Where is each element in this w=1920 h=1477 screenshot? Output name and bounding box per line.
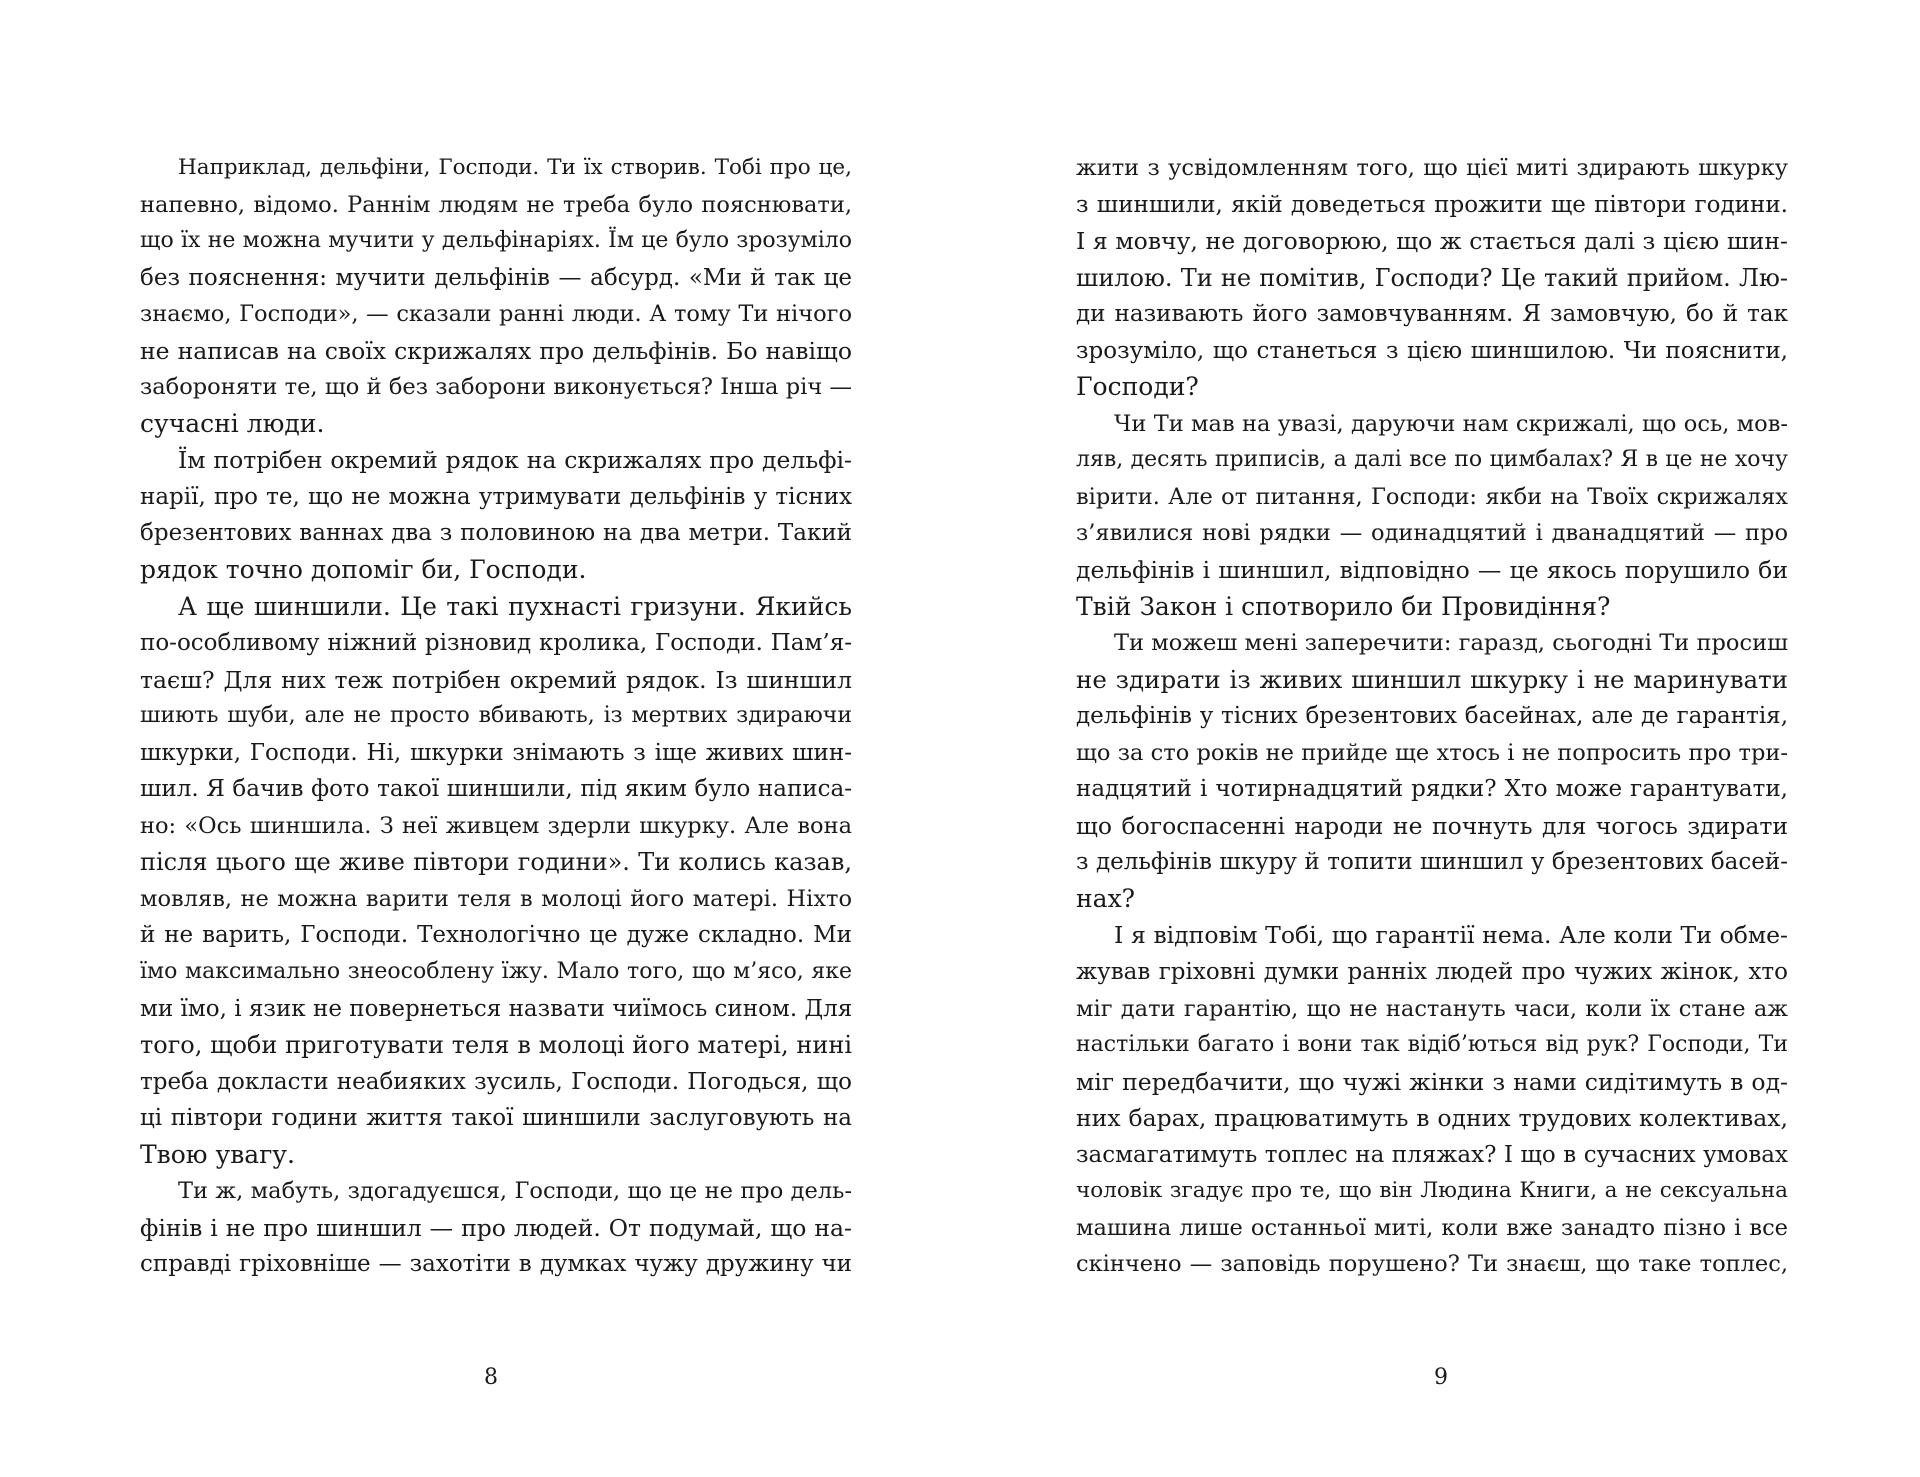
text-line: мовляв, не можна варити теля в молоці його матері. Ніхто <box>140 885 852 912</box>
text-line: І я мовчу, не договорюю, що ж стається далі з цією шин- <box>1076 227 1788 256</box>
text-line: шилою. Ти не помітив, Господи? Це такий прийом. Лю- <box>1076 263 1788 292</box>
text-line: ми їмо, і язик не повернеться назвати чиїмось сином. Для <box>140 995 853 1022</box>
text-line: чоловік згадує про те, що він Людина Книги, а не сексуальна <box>1076 1178 1788 1204</box>
text-line: фінів і не про шиншил — про людей. От подумай, що на- <box>140 1213 852 1242</box>
text-line: скінчено — заповідь порушено? Ти знаєш, що таке топлес, <box>1076 1251 1788 1278</box>
text-line: по-особливому ніжний різновид кролика, Господи. Пам’я- <box>140 630 852 657</box>
text-line: ляв, десять приписів, а далі все по цимбалах? Я в це не хочу <box>1076 447 1788 473</box>
text-line: нах? <box>1076 883 1136 913</box>
text-line: жував гріховні думки ранніх людей про чужих жінок, хто <box>1076 959 1788 986</box>
text-line: Твій Закон і спотворило би Провидіння? <box>1076 591 1611 621</box>
text-line: І я відповім Тобі, що гарантії нема. Але коли Ти обме- <box>1114 921 1788 950</box>
text-line: Їм потрібен окремий рядок на скрижалях про дельфі- <box>178 446 852 475</box>
text-line: но: «Ось шиншила. З неї живцем здерли шкурку. Але вона <box>140 812 852 839</box>
text-line: після цього ще живе півтори години». Ти колись казав, <box>140 848 852 877</box>
text-line: що їх не можна мучити у дельфінаріях. Їм це було зрозуміло <box>140 228 852 254</box>
text-line: рядок точно допоміг би, Господи. <box>140 555 587 585</box>
right-page-text <box>1076 150 1788 1283</box>
text-line: ди називають його замовчуванням. Я замовчую, бо й так <box>1076 301 1788 328</box>
text-line: не здирати із живих шиншил шкурку і не маринувати <box>1076 664 1788 694</box>
text-line: Твою увагу. <box>140 1139 295 1169</box>
text-line: що за сто років не прийде ще хтось і не попросить про три- <box>1076 739 1788 766</box>
text-line: їмо максимально знеособлену їжу. Мало того, що м’ясо, яке <box>140 959 852 985</box>
text-line: знаємо, Господи», — сказали ранні люди. А тому Ти нічого <box>140 301 852 328</box>
text-line: Ти можеш мені заперечити: гаразд, сьогодні Ти просиш <box>1114 630 1788 657</box>
text-line: машина лише останньої миті, коли вже занадто пізно і все <box>1076 1214 1788 1241</box>
text-line: справді гріховніше — захотіти в думках чужу дружину чи <box>140 1251 852 1278</box>
left-page-number: 8 <box>484 1365 498 1390</box>
text-line: сучасні люди. <box>140 408 325 438</box>
text-line: міг дати гарантію, що не настануть часи, коли їх стане аж <box>1076 995 1788 1022</box>
text-line: що богоспасенні народи не почнуть для чогось здирати <box>1076 811 1788 840</box>
text-line: таєш? Для них теж потрібен окремий рядок. Із шиншил <box>140 665 852 694</box>
text-line: без пояснення: мучити дельфінів — абсурд. «Ми й так це <box>140 264 852 291</box>
text-line: з шиншили, якій доведеться прожити ще півтори години. <box>1076 191 1788 218</box>
left-page-text <box>140 150 852 1283</box>
text-line: зрозуміло, що станеться з цією шиншилою. Чи пояснити, <box>1076 337 1788 364</box>
text-line: дельфінів у тісних брезентових басейнах, але де гарантія, <box>1076 703 1788 730</box>
text-line: засмагатимуть топлес на пляжах? І що в сучасних умовах <box>1076 1141 1788 1168</box>
text-line: шкурки, Господи. Ні, шкурки знімають з іще живих шин- <box>140 739 852 766</box>
right-page-number: 9 <box>1434 1365 1448 1390</box>
text-line: Чи Ти мав на увазі, даруючи нам скрижалі, що ось, мов- <box>1114 410 1788 437</box>
text-line: вірити. Але от питання, Господи: якби на Твоїх скрижалях <box>1076 483 1788 510</box>
text-line: забороняти те, що й без заборони виконується? Інша річ — <box>140 374 852 401</box>
text-line: Господи? <box>1076 372 1199 402</box>
text-line: ці півтори години життя такої шиншили заслуговують на <box>140 1105 852 1132</box>
text-line: брезентових ваннах два з половиною на два метри. Такий <box>140 520 852 547</box>
text-line: того, щоби приготувати теля в молоці його матері, нині <box>140 1031 852 1060</box>
text-line: жити з усвідомленням того, що цієї миті здирають шкурку <box>1076 155 1788 181</box>
text-line: з’явилися нові рядки — одинадцятий і дванадцятий — про <box>1076 520 1788 547</box>
text-line: них барах, працюватимуть в одних трудових колективах, <box>1076 1104 1788 1133</box>
text-line: настільки багато і вони так відіб’ються від рук? Господи, Ти <box>1076 1032 1788 1058</box>
text-line: шиють шуби, але не просто вбивають, із мертвих здираючи <box>140 703 852 729</box>
text-line: Наприклад, дельфіни, Господи. Ти їх створив. Тобі про це, <box>178 155 852 180</box>
text-line: з дельфінів шкуру й топити шиншил у брезентових басей- <box>1076 849 1788 876</box>
text-line: й не варить, Господи. Технологічно це дуже складно. Ми <box>140 922 852 949</box>
text-line: шил. Я бачив фото такої шиншили, під яким було написа- <box>140 776 852 803</box>
text-line: нарії, про те, що не можна утримувати дельфінів у тісних <box>140 483 852 510</box>
text-line: А ще шиншили. Це такі пухнасті гризуни. Якийсь <box>178 591 852 621</box>
text-line: напевно, відомо. Раннім людям не треба було пояснювати, <box>140 191 852 218</box>
text-line: Ти ж, мабуть, здогадуєшся, Господи, що це не про дель- <box>178 1178 852 1205</box>
text-line: не написав на своїх скрижалях про дельфінів. Бо навіщо <box>140 336 852 365</box>
text-line: надцятий і чотирнадцятий рядки? Хто може гарантувати, <box>1076 776 1788 803</box>
text-line: треба докласти неабияких зусиль, Господи. Погодься, що <box>140 1068 852 1095</box>
text-line: міг передбачити, що чужі жінки з нами сидітимуть в од- <box>1076 1067 1788 1096</box>
text-line: дельфінів і шиншил, відповідно — це якось порушило би <box>1076 556 1788 585</box>
